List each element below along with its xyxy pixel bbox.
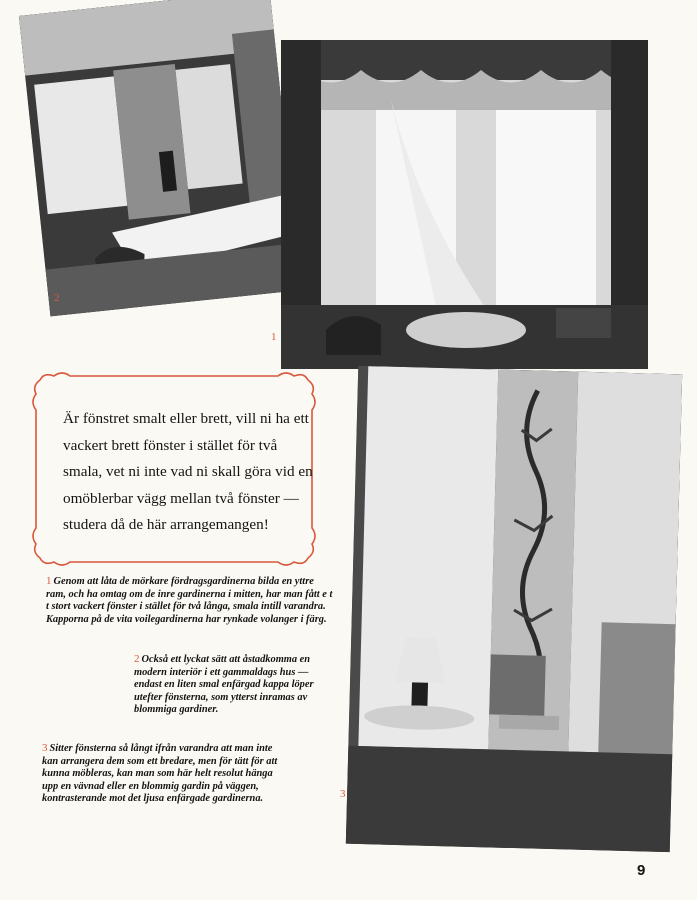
page-number: 9 bbox=[637, 862, 646, 879]
caption-1-text: Genom att låta de mörkare fördragsgardinerna bilda en yttre ram, och ha omtag om de inre gardinerna i mitten, har man fått e t t stort vackert fönster i stället för två långa, smala intill varandra. Kapporna på de vita voilegardinerna har rynkade volanger i färg. bbox=[46, 576, 333, 625]
intro-text: Är fönstret smalt eller brett, vill ni ha ett vackert brett fönster i stället för två smala, vet ni inte vad ni skall göra vid en omöblerbar vägg mellan två fönster — studera då de här arrangemangen! bbox=[63, 410, 313, 533]
photo1-number: 1 bbox=[271, 331, 277, 343]
photo-white-curtains bbox=[281, 40, 648, 369]
caption-3 bbox=[42, 742, 280, 806]
photo3-number: 3 bbox=[340, 788, 346, 800]
caption-1 bbox=[46, 575, 336, 626]
caption-1-number: 1 bbox=[46, 575, 52, 587]
photo-floral-weaving bbox=[346, 366, 682, 852]
photo2-number: 2 bbox=[54, 292, 60, 304]
photo-dining-corner bbox=[19, 0, 301, 316]
caption-2-text: Också ett lyckat sätt att åstadkomma en modern interiör i ett gammaldags hus — endast en liten smal enfärgad kappa löper utefter fönsterna, som ytterst inramas av blommiga gardiner. bbox=[134, 654, 314, 716]
caption-2-number: 2 bbox=[134, 653, 140, 665]
caption-3-text: Sitter fönsterna så långt ifrån varandra att man inte kan arrangera dem som ett bredare, men för tätt för att kunna möbleras, kan man som här helt resolut hänga upp en vävnad eller en blommig gardin på väggen, kontrasterande mot det ljusa enfärgade gardinerna. bbox=[42, 743, 278, 805]
caption-3-number: 3 bbox=[42, 742, 48, 754]
caption-2 bbox=[134, 653, 332, 717]
